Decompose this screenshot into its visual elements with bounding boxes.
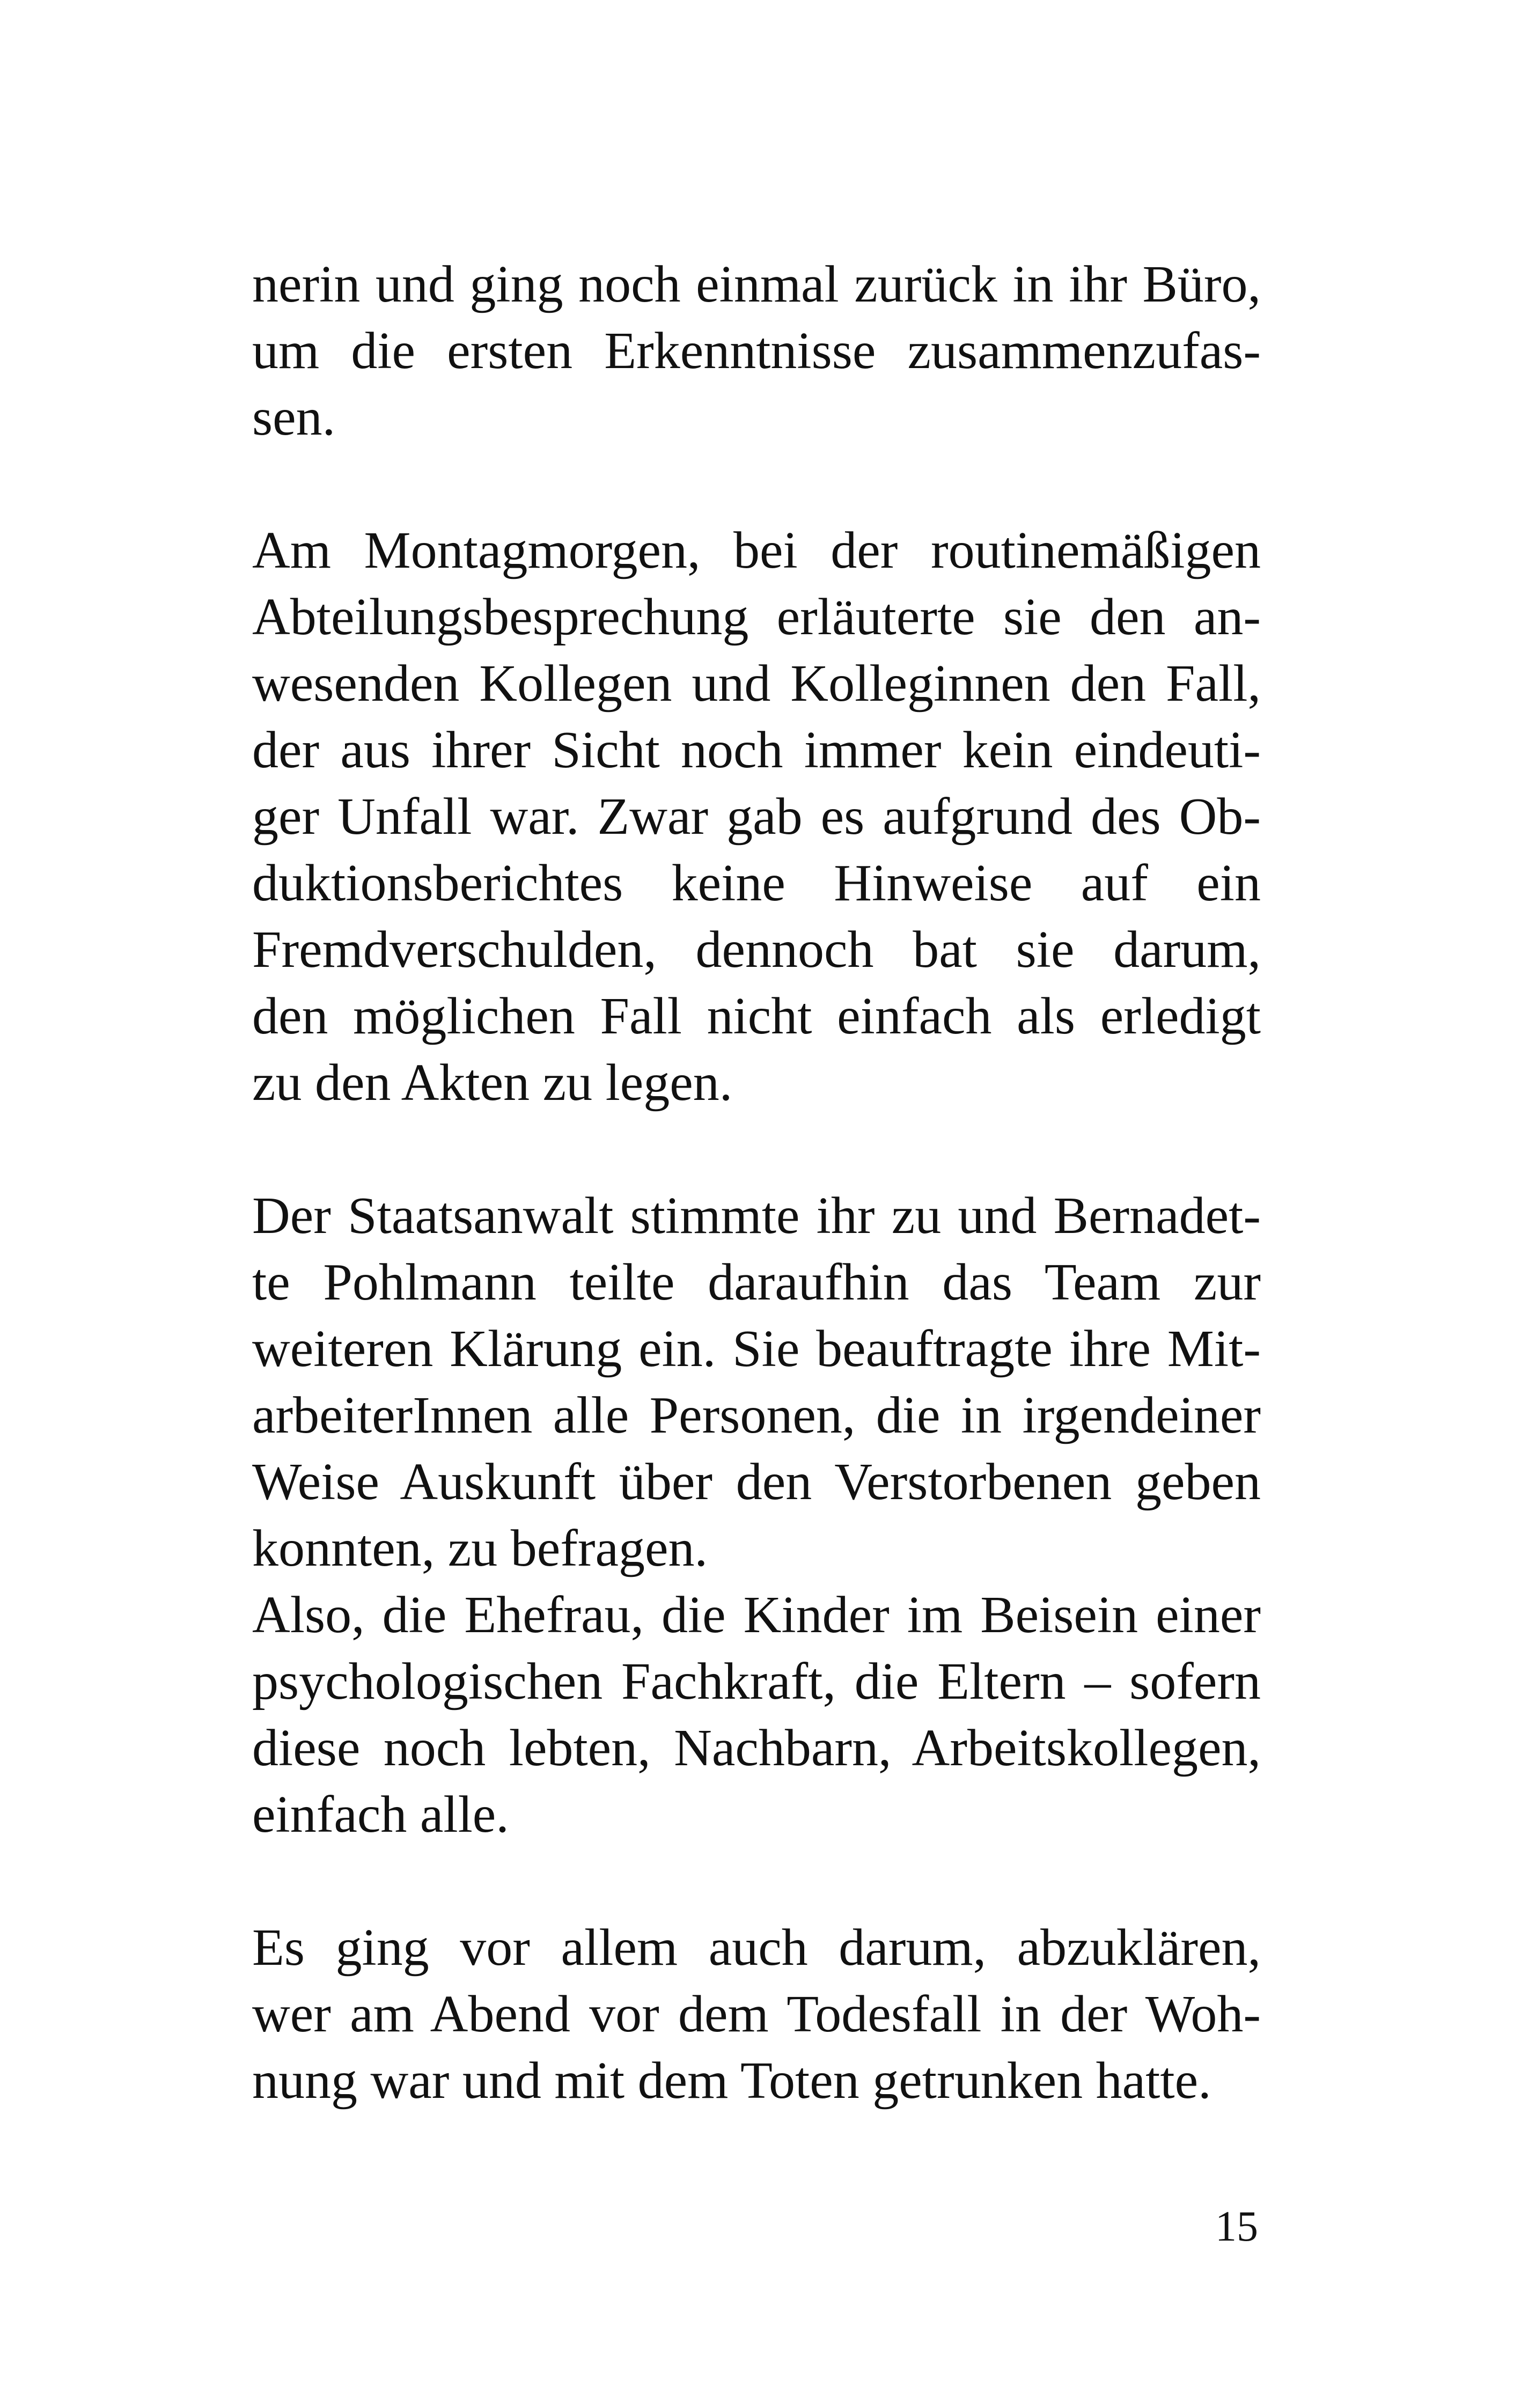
- text-line: arbeiterInnen alle Personen, die in irgendeiner: [252, 1386, 1261, 1444]
- text-line: den möglichen Fall nicht einfach als erledigt: [252, 987, 1261, 1045]
- text-line: te Pohlmann teilte daraufhin das Team zur: [252, 1253, 1261, 1311]
- text-line: der aus ihrer Sicht noch immer kein eindeuti-: [252, 721, 1261, 779]
- text-line: Also, die Ehefrau, die Kinder im Beisein einer: [252, 1586, 1261, 1644]
- text-line: Der Staatsanwalt stimmte ihr zu und Bernadet-: [252, 1187, 1261, 1245]
- paragraph-spacer: [252, 1848, 1261, 1914]
- paragraph: [252, 1914, 1261, 2114]
- text-line: diese noch lebten, Nachbarn, Arbeitskollegen,: [252, 1719, 1261, 1777]
- paragraph-spacer: [252, 451, 1261, 517]
- text-line: einfach alle.: [252, 1786, 509, 1844]
- text-line: um die ersten Erkenntnisse zusammenzufas-: [252, 322, 1261, 380]
- text-line: wer am Abend vor dem Todesfall in der Woh-: [252, 1985, 1261, 2043]
- text-line: Am Montagmorgen, bei der routinemäßigen: [252, 522, 1261, 579]
- text-line: sen.: [252, 388, 336, 446]
- body-text: [252, 251, 1261, 2114]
- paragraph: [252, 251, 1261, 451]
- text-line: Es ging vor allem auch darum, abzuklären,: [252, 1919, 1261, 1977]
- text-line: wesenden Kollegen und Kolleginnen den Fall,: [252, 655, 1261, 713]
- paragraph-spacer: [252, 1116, 1261, 1183]
- text-line: Weise Auskunft über den Verstorbenen geben: [252, 1453, 1261, 1511]
- page-number: 15: [1215, 2203, 1258, 2250]
- text-line: duktionsberichtes keine Hinweise auf ein: [252, 854, 1261, 912]
- text-line: konnten, zu befragen.: [252, 1519, 708, 1577]
- text-line: nung war und mit dem Toten getrunken hatte.: [252, 2052, 1211, 2110]
- paragraph: [252, 1183, 1261, 1848]
- text-line: nerin und ging noch einmal zurück in ihr Büro,: [252, 255, 1261, 313]
- text-line: Fremdverschulden, dennoch bat sie darum,: [252, 921, 1261, 979]
- text-line: psychologischen Fachkraft, die Eltern – sofern: [252, 1653, 1261, 1710]
- text-line: Abteilungsbesprechung erläuterte sie den an-: [252, 588, 1261, 646]
- text-line: ger Unfall war. Zwar gab es aufgrund des Ob-: [252, 788, 1261, 846]
- text-line: zu den Akten zu legen.: [252, 1054, 733, 1112]
- text-line: weiteren Klärung ein. Sie beauftragte ihre Mit-: [252, 1320, 1261, 1378]
- paragraph: [252, 517, 1261, 1116]
